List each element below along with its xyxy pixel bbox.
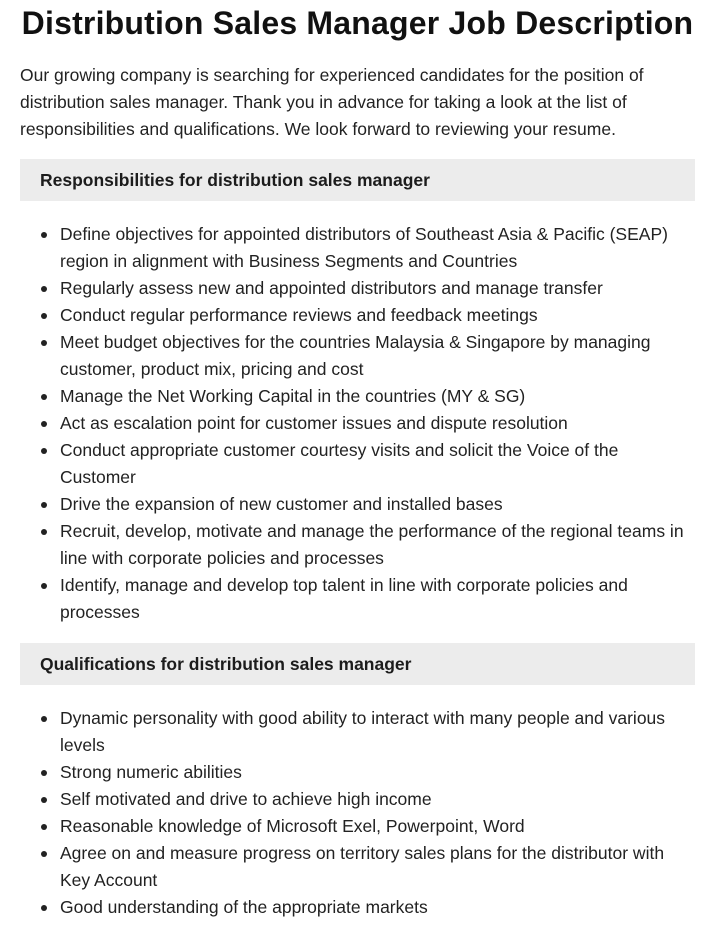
intro-paragraph: Our growing company is searching for experienced candidates for the position of distribution sales manager. Thank you in advance for taking a look at the list of responsibilities and qualifications. We look forward to reviewing your resume. bbox=[20, 65, 644, 139]
page-title: Distribution Sales Manager Job Description bbox=[21, 5, 694, 41]
list-item: Act as escalation point for customer issues and dispute resolution bbox=[60, 410, 695, 437]
list-item: Strong numeric abilities bbox=[60, 759, 695, 786]
qualifications-heading: Qualifications for distribution sales manager bbox=[20, 643, 695, 685]
list-item: Dynamic personality with good ability to interact with many people and various levels bbox=[60, 705, 695, 759]
list-item: Drive the expansion of new customer and installed bases bbox=[60, 491, 695, 518]
list-item: Conduct appropriate customer courtesy visits and solicit the Voice of the Customer bbox=[60, 437, 695, 491]
list-item: Define objectives for appointed distributors of Southeast Asia & Pacific (SEAP) region in alignment with Business Segments and Countries bbox=[60, 221, 695, 275]
qualifications-list bbox=[20, 705, 695, 921]
list-item: Good understanding of the appropriate markets bbox=[60, 894, 695, 921]
list-item: Conduct regular performance reviews and feedback meetings bbox=[60, 302, 695, 329]
list-item: Identify, manage and develop top talent in line with corporate policies and processes bbox=[60, 572, 695, 626]
list-item: Self motivated and drive to achieve high income bbox=[60, 786, 695, 813]
list-item: Meet budget objectives for the countries Malaysia & Singapore by managing customer, product mix, pricing and cost bbox=[60, 329, 695, 383]
list-item: Regularly assess new and appointed distributors and manage transfer bbox=[60, 275, 695, 302]
responsibilities-list bbox=[20, 221, 695, 626]
list-item: Recruit, develop, motivate and manage the performance of the regional teams in line with corporate policies and processes bbox=[60, 518, 695, 572]
responsibilities-heading: Responsibilities for distribution sales manager bbox=[20, 159, 695, 201]
list-item: Reasonable knowledge of Microsoft Exel, Powerpoint, Word bbox=[60, 813, 695, 840]
list-item: Manage the Net Working Capital in the countries (MY & SG) bbox=[60, 383, 695, 410]
list-item: Agree on and measure progress on territory sales plans for the distributor with Key Account bbox=[60, 840, 695, 894]
